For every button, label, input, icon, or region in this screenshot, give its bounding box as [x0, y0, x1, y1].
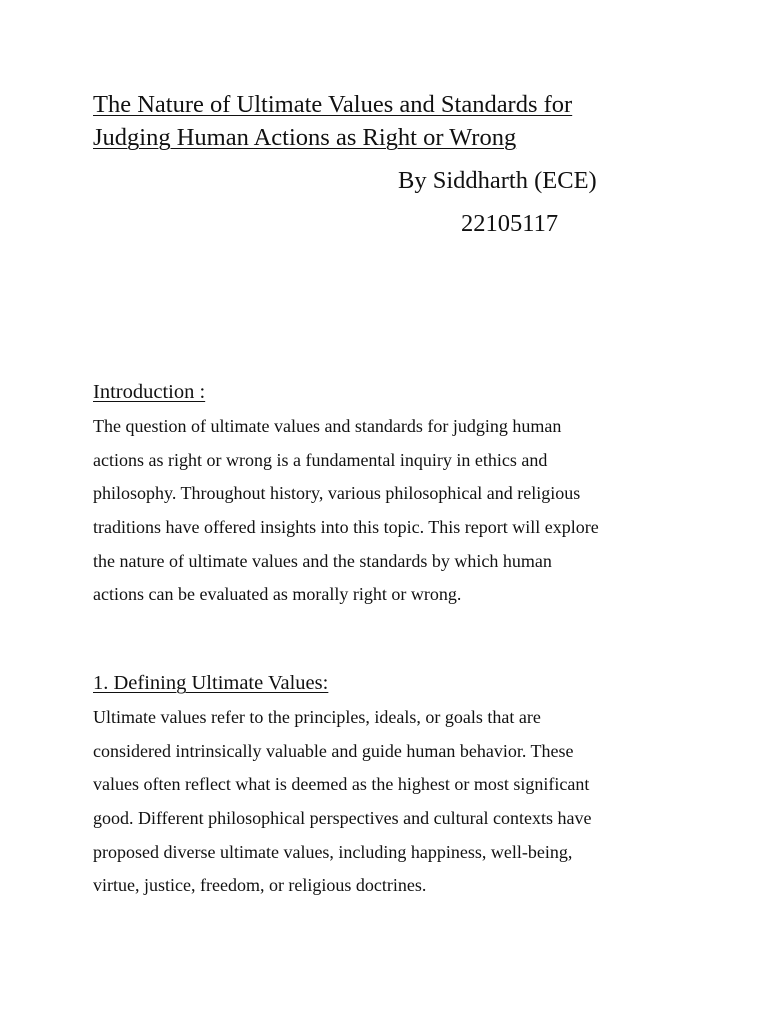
section-heading-introduction: Introduction :	[93, 381, 206, 403]
document-title	[93, 88, 713, 154]
paragraph-line: The question of ultimate values and standards for judging human	[93, 416, 562, 436]
paragraph-line: traditions have offered insights into this topic. This report will explore	[93, 517, 599, 538]
section-paragraph-introduction	[93, 410, 693, 612]
paragraph-line: virtue, justice, freedom, or religious doctrines.	[93, 875, 427, 896]
paragraph-line: actions as right or wrong is a fundamental inquiry in ethics and	[93, 449, 548, 470]
paragraph-line: considered intrinsically valuable and guide human behavior. These	[93, 740, 574, 761]
section-paragraph-defining-ultimate-values	[93, 701, 693, 903]
paragraph-line: actions can be evaluated as morally right or wrong.	[93, 584, 462, 605]
title-line-1: The Nature of Ultimate Values and Standards for	[93, 91, 573, 118]
paragraph-line: the nature of ultimate values and the standards by which human	[93, 550, 552, 571]
roll-number: 22105117	[461, 210, 559, 237]
author-line: By Siddharth (ECE)	[398, 167, 597, 194]
paragraph-line: values often reflect what is deemed as the highest or most significant	[93, 774, 590, 795]
paragraph-line: proposed diverse ultimate values, including happiness, well-being,	[93, 841, 573, 862]
paragraph-line: philosophy. Throughout history, various philosophical and religious	[93, 483, 581, 504]
section-heading-defining-ultimate-values: 1. Defining Ultimate Values:	[93, 672, 329, 694]
title-line-2: Judging Human Actions as Right or Wrong	[93, 124, 517, 151]
paragraph-line: good. Different philosophical perspectives and cultural contexts have	[93, 808, 592, 829]
paragraph-line: Ultimate values refer to the principles, ideals, or goals that are	[93, 707, 541, 727]
